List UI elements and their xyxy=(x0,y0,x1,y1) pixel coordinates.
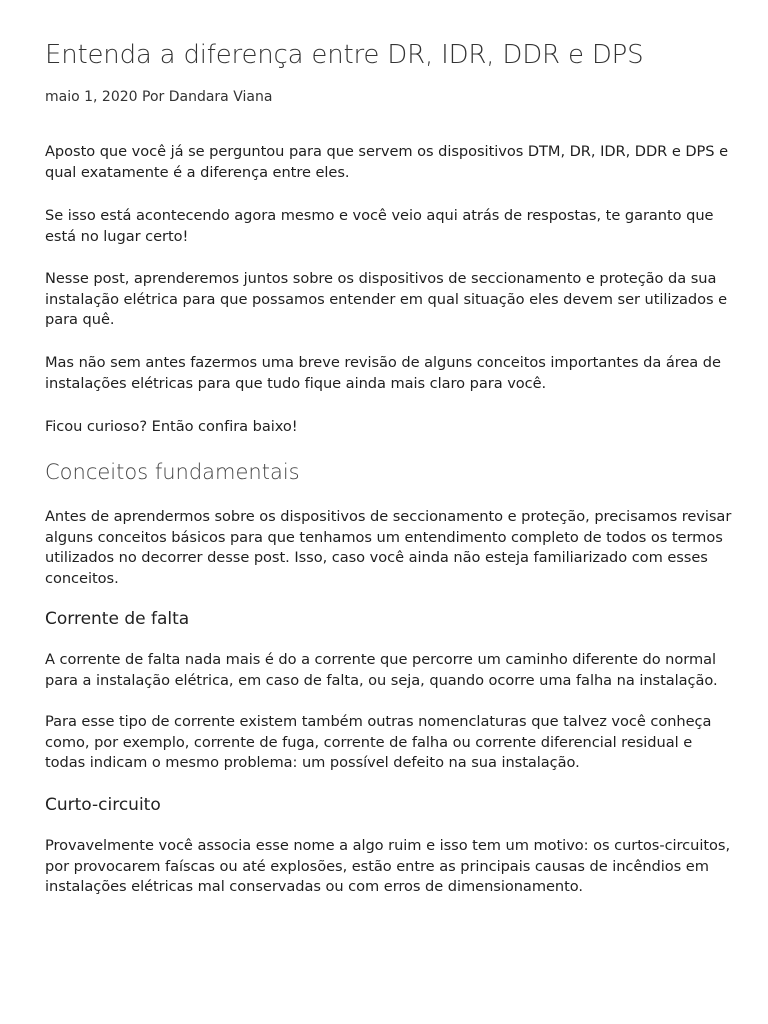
intro-paragraph-2: Se isso está acontecendo agora mesmo e você veio aqui atrás de respostas, te garanto que está no lugar certo! xyxy=(45,207,714,245)
post-meta: maio 1, 2020 Por Dandara Viana xyxy=(45,89,273,105)
section-paragraph-conceitos: Antes de aprendermos sobre os dispositivos de seccionamento e proteção, precisamos revisar alguns conceitos básicos para que tenhamos um entendimento completo de todos os termos utilizados no decorrer desse post. Isso, caso você ainda não esteja familiarizado com esses conceitos. xyxy=(45,508,732,587)
corrente-de-falta-paragraph-1: A corrente de falta nada mais é do a corrente que percorre um caminho diferente do normal para a instalação elétrica, em caso de falta, ou seja, quando ocorre uma falha na instalação. xyxy=(45,651,718,689)
intro-paragraph-4: Mas não sem antes fazermos uma breve revisão de alguns conceitos importantes da área de instalações elétricas para que tudo fique ainda mais claro para você. xyxy=(45,354,721,392)
page-title: Entenda a diferença entre DR, IDR, DDR e DPS xyxy=(45,40,644,70)
subsection-heading-curto-circuito: Curto-circuito xyxy=(45,795,161,815)
intro-paragraph-1: Aposto que você já se perguntou para que servem os dispositivos DTM, DR, IDR, DDR e DPS e qual exatamente é a diferença entre eles. xyxy=(45,143,729,181)
curto-circuito-paragraph-1: Provavelmente você associa esse nome a algo ruim e isso tem um motivo: os curtos-circuitos, por provocarem faíscas ou até explosões, estão entre as principais causas de incêndios em instalações elétricas mal conservadas ou com erros de dimensionamento. xyxy=(45,837,731,895)
intro-paragraph-5: Ficou curioso? Então confira baixo! xyxy=(45,418,298,435)
corrente-de-falta-paragraph-2: Para esse tipo de corrente existem também outras nomenclaturas que talvez você conheça como, por exemplo, corrente de fuga, corrente de falha ou corrente diferencial residual e todas indicam o mesmo problema: um possível defeito na sua instalação. xyxy=(45,713,712,771)
intro-paragraph-3: Nesse post, aprenderemos juntos sobre os dispositivos de seccionamento e proteção da sua instalação elétrica para que possamos entender em qual situação eles devem ser utilizados e para quê. xyxy=(45,270,728,328)
subsection-heading-corrente-de-falta: Corrente de falta xyxy=(45,609,190,629)
section-heading-conceitos: Conceitos fundamentais xyxy=(45,460,300,484)
